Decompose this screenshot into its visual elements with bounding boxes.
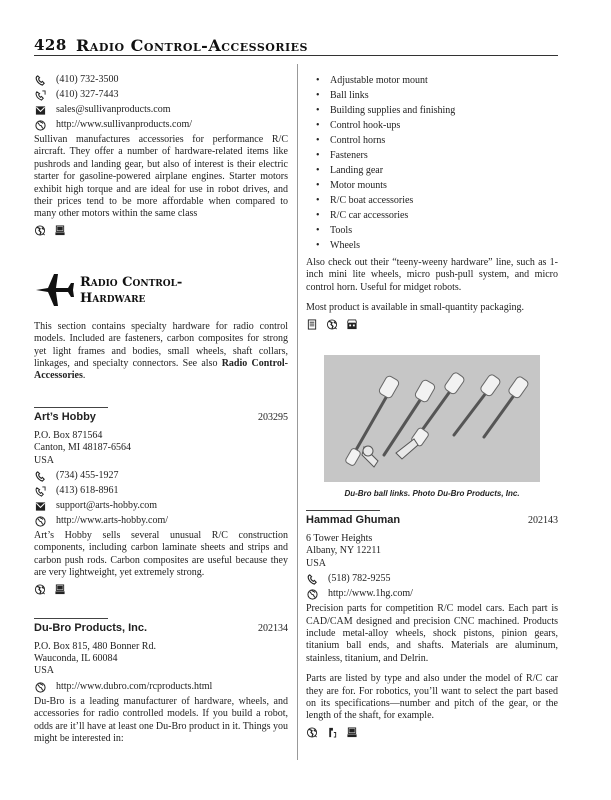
airplane-icon: [34, 271, 76, 309]
arts-web-row: [34, 515, 288, 528]
ball-links-image: [324, 355, 540, 482]
catalog-icon: [306, 319, 318, 330]
web-icon: [34, 516, 46, 527]
globe-icon: [326, 319, 338, 330]
phone-icon: [34, 75, 46, 86]
globe-icon: [34, 584, 46, 595]
company-code: 203295: [258, 411, 288, 423]
dubro-web-link[interactable]: http://www.dubro.com/rcproducts.html: [56, 680, 213, 692]
sullivan-web-link[interactable]: http://www.sullivanproducts.com/: [56, 119, 193, 131]
arts-hobby-entry: [34, 407, 288, 596]
fax-icon: [34, 486, 46, 497]
section-title: Radio Control- Hardware: [80, 274, 183, 306]
list-item: • Fasteners: [316, 148, 558, 163]
ball-links-photo: [324, 355, 540, 482]
page-number: 428: [34, 36, 71, 54]
dubro-also-text: Also check out their “teeny-weeny hardware” line, such as 1-inch mini lite wheels, micro push-pull system, and micro control horn. Useful for midget robots.: [306, 257, 558, 293]
page-header: [34, 36, 558, 58]
dubro-source-icons: [306, 319, 558, 331]
sullivan-fax: (410) 327-7443: [56, 89, 119, 101]
list-item: • Control horns: [316, 133, 558, 148]
list-item: • Tools: [316, 223, 558, 238]
phone-icon: [34, 471, 46, 482]
list-item: • Ball links: [316, 88, 558, 103]
column-divider: [297, 64, 298, 760]
sullivan-fax-row: [34, 89, 288, 102]
list-item: • Landing gear: [316, 163, 558, 178]
list-item: • Adjustable motor mount: [316, 73, 558, 88]
hammad-description-1: Precision parts for competition R/C model cars. Each part is CAD/CAM designed and precision CNC machined. Products include metal-alloy wheels, shock pistons, pinion gears, titanium ball ends, and shafts. Materials are aluminum, stainless, titanium, and Delrin.: [306, 603, 558, 664]
arts-email-row: [34, 500, 288, 513]
list-item: • Control hook-ups: [316, 118, 558, 133]
arts-web-link[interactable]: http://www.arts-hobby.com/: [56, 515, 169, 527]
company-code: 202143: [528, 515, 558, 527]
chapter-title: Radio Control-Accessories: [76, 36, 314, 55]
entry-name-row: [34, 622, 288, 636]
list-item: • Wheels: [316, 238, 558, 253]
computer-icon: [346, 727, 358, 738]
sullivan-phone-row: [34, 74, 288, 87]
list-item: • Building supplies and finishing: [316, 103, 558, 118]
hammad-description-2: Parts are listed by type and also under the model of R/C car they are for. For robotics, you’ll want to select the part based on its specifications—number and pitch of the gear, or the length of the shaft, for example.: [306, 673, 558, 722]
section-intro: This section contains specialty hardware for radio control models. Included are fasteners, carbon composites for strong yet light frames and bodies, small wheels, shaft collars, linkages, and specialty connectors. See also Radio Control-Accessories.: [34, 320, 288, 382]
tool-icon: [326, 727, 338, 738]
sullivan-email-row: [34, 104, 288, 117]
web-icon: [306, 589, 318, 600]
arts-source-icons: [34, 584, 288, 596]
list-item: • R/C boat accessories: [316, 193, 558, 208]
company-address: P.O. Box 815, 480 Bonner Rd. Wauconda, IL 60084 USA: [34, 640, 156, 677]
dubro-most-text: Most product is available in small-quantity packaging.: [306, 302, 525, 314]
list-item: • Motor mounts: [316, 178, 558, 193]
hammad-phone-row: [306, 573, 558, 586]
entry-rule: [306, 510, 380, 511]
arts-fax-row: [34, 485, 288, 498]
globe-icon: [306, 727, 318, 738]
sullivan-source-icons: [34, 225, 288, 237]
arts-phone-row: [34, 470, 288, 483]
section-heading: [34, 271, 288, 313]
sullivan-email-link[interactable]: sales@sullivanproducts.com: [56, 104, 171, 116]
company-name: Art’s Hobby: [34, 410, 96, 423]
email-icon: [34, 105, 46, 116]
hammad-web-row: [306, 588, 558, 601]
phone-icon: [306, 574, 318, 585]
hammad-source-icons: [306, 727, 558, 739]
company-name: Du-Bro Products, Inc.: [34, 621, 148, 634]
arts-email-link[interactable]: support@arts-hobby.com: [56, 500, 158, 512]
retail-icon: [346, 319, 358, 330]
email-icon: [34, 501, 46, 512]
dubro-web-row: [34, 681, 288, 694]
dubro-description: Du-Bro is a leading manufacturer of hardware, wheels, and accessories for radio controlled models. If you build a robot, odds are it’ll have at least one Du-Bro product in it. Things you might be interested in:: [34, 695, 288, 745]
entry-name-row: [306, 514, 558, 528]
computer-icon: [54, 225, 66, 236]
list-item: • R/C car accessories: [316, 208, 558, 223]
hammad-web-link[interactable]: http://www.1hg.com/: [328, 588, 413, 600]
company-code: 202134: [258, 622, 288, 634]
sullivan-phone: (410) 732-3500: [56, 74, 119, 86]
hammad-ghuman-entry: [306, 510, 558, 739]
fax-icon: [34, 90, 46, 101]
company-address: 6 Tower Heights Albany, NY 12211 USA: [306, 533, 381, 569]
company-name: Hammad Ghuman: [306, 514, 401, 527]
company-address: P.O. Box 871564 Canton, MI 48187-6564 USA: [34, 429, 131, 466]
sullivan-description: Sullivan manufactures accessories for performance R/C aircraft. They offer a number of hardware-related items like pushrods and landing gear, but also of interest is their electric starter for gasoline-powered airplane engines. Starter motors exhibit high torque and are ideal for use in robot drives, and their prices tend to be more affordable when compared to many other motors within the same class: [34, 134, 288, 220]
entry-rule: [34, 618, 108, 619]
arts-fax: (413) 618-8961: [56, 485, 119, 497]
entry-name-row: [34, 411, 288, 425]
photo-caption: Du-Bro ball links. Photo Du-Bro Products, Inc.: [344, 488, 520, 498]
left-column: [34, 74, 288, 745]
computer-icon: [54, 584, 66, 595]
web-icon: [34, 120, 46, 131]
right-column: [306, 74, 558, 739]
sullivan-web-row: [34, 119, 288, 132]
arts-phone: (734) 455-1927: [56, 470, 119, 482]
web-icon: [34, 682, 46, 693]
entry-rule: [34, 407, 108, 408]
globe-icon: [34, 225, 46, 236]
dubro-product-list: [306, 73, 558, 253]
hammad-phone: (518) 782-9255: [328, 573, 391, 585]
header-rule: [34, 55, 558, 56]
see-also-link[interactable]: Radio Control-Accessories: [34, 358, 288, 382]
arts-description: Art’s Hobby sells several unusual R/C construction components, including carbon laminate sheets and strips and carbon push rods. Carbon composites are useful because they are very lightweight, yet extremely strong.: [34, 530, 288, 579]
dubro-entry: [34, 618, 288, 746]
